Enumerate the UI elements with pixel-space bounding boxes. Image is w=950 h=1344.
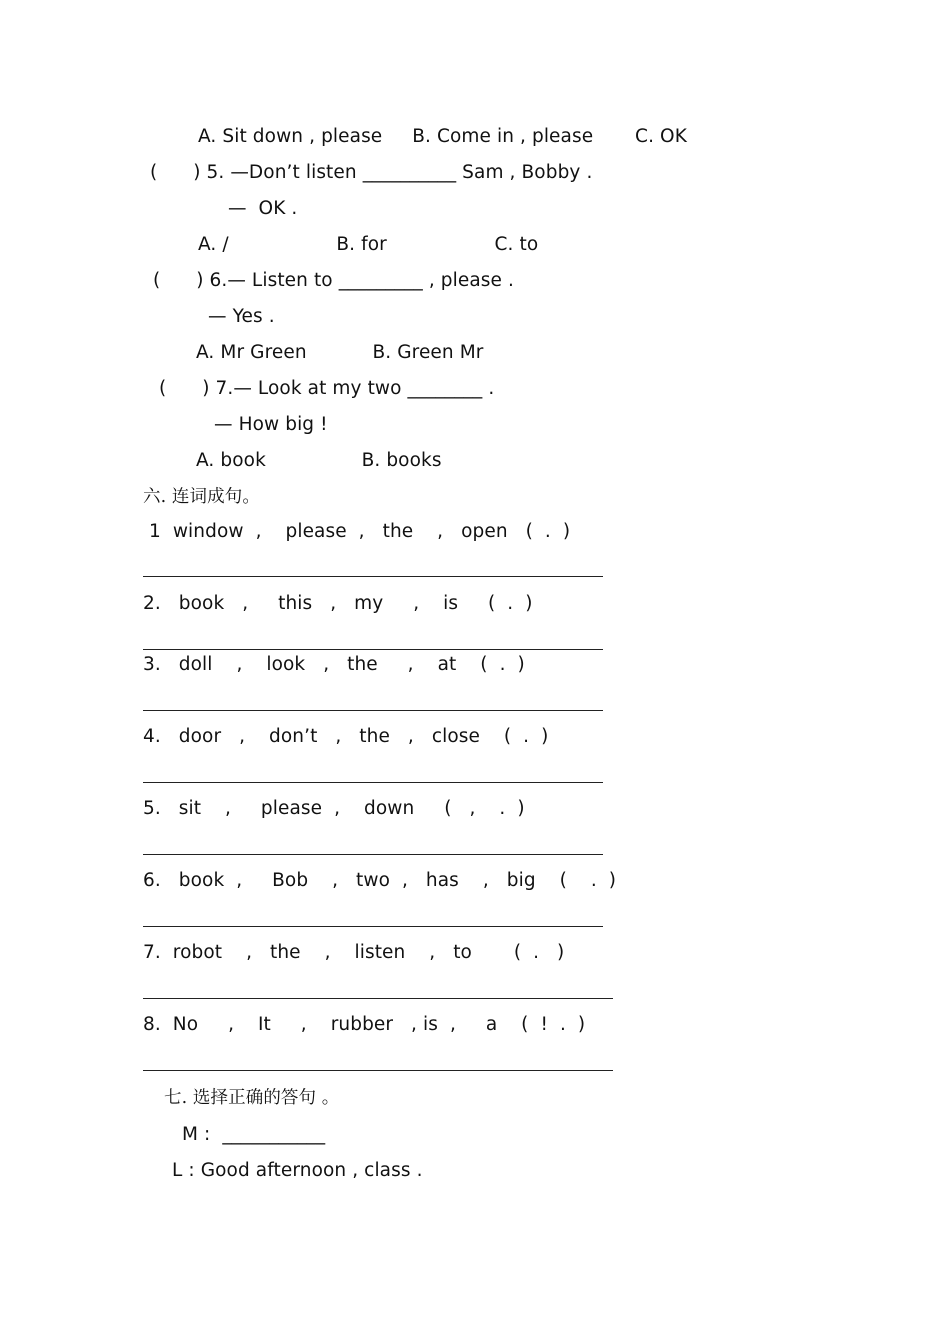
q7-stem: ( ) 7.— Look at my two ________ . (159, 378, 495, 399)
q4-options: A. Sit down , please B. Come in , please C. OK (198, 126, 687, 147)
q7-reply: — How big ! (214, 414, 328, 435)
q5-reply: — OK . (228, 198, 298, 219)
sentence-item-3: 3. doll , look , the , at ( . ) (143, 654, 525, 675)
q5-options: A. / B. for C. to (198, 234, 539, 255)
dialogue-m-line: M : ___________ (182, 1124, 326, 1145)
sentence-item-5: 5. sit , please , down ( , . ) (143, 798, 525, 819)
answer-line-1[interactable] (143, 576, 603, 577)
answer-line-7[interactable] (143, 998, 613, 999)
q6-reply: — Yes . (208, 306, 275, 327)
dialogue-l-line: L : Good afternoon , class . (172, 1160, 423, 1181)
answer-line-3[interactable] (143, 710, 603, 711)
sentence-item-6: 6. book , Bob , two , has , big ( . ) (143, 870, 617, 891)
sentence-item-1: 1 window , please , the , open ( . ) (149, 521, 571, 542)
answer-line-5[interactable] (143, 854, 603, 855)
q6-options: A. Mr Green B. Green Mr (196, 342, 484, 363)
sentence-item-4: 4. door , don’t , the , close ( . ) (143, 726, 549, 747)
answer-line-6[interactable] (143, 926, 603, 927)
sentence-item-7: 7. robot , the , listen , to ( . ) (143, 942, 565, 963)
q7-options: A. book B. books (196, 450, 442, 471)
q6-stem: ( ) 6.— Listen to _________ , please . (153, 270, 514, 291)
section6-title: 六. 连词成句。 (143, 487, 260, 507)
sentence-item-8: 8. No , It , rubber , is , a ( ! . ) (143, 1014, 586, 1035)
answer-line-8[interactable] (143, 1070, 613, 1071)
q5-stem: ( ) 5. —Don’t listen __________ Sam , Bobby . (150, 162, 593, 183)
section7-title: 七. 选择正确的答句 。 (164, 1088, 340, 1108)
sentence-item-2: 2. book , this , my , is ( . ) (143, 593, 533, 614)
answer-line-2[interactable] (143, 649, 603, 650)
answer-line-4[interactable] (143, 782, 603, 783)
